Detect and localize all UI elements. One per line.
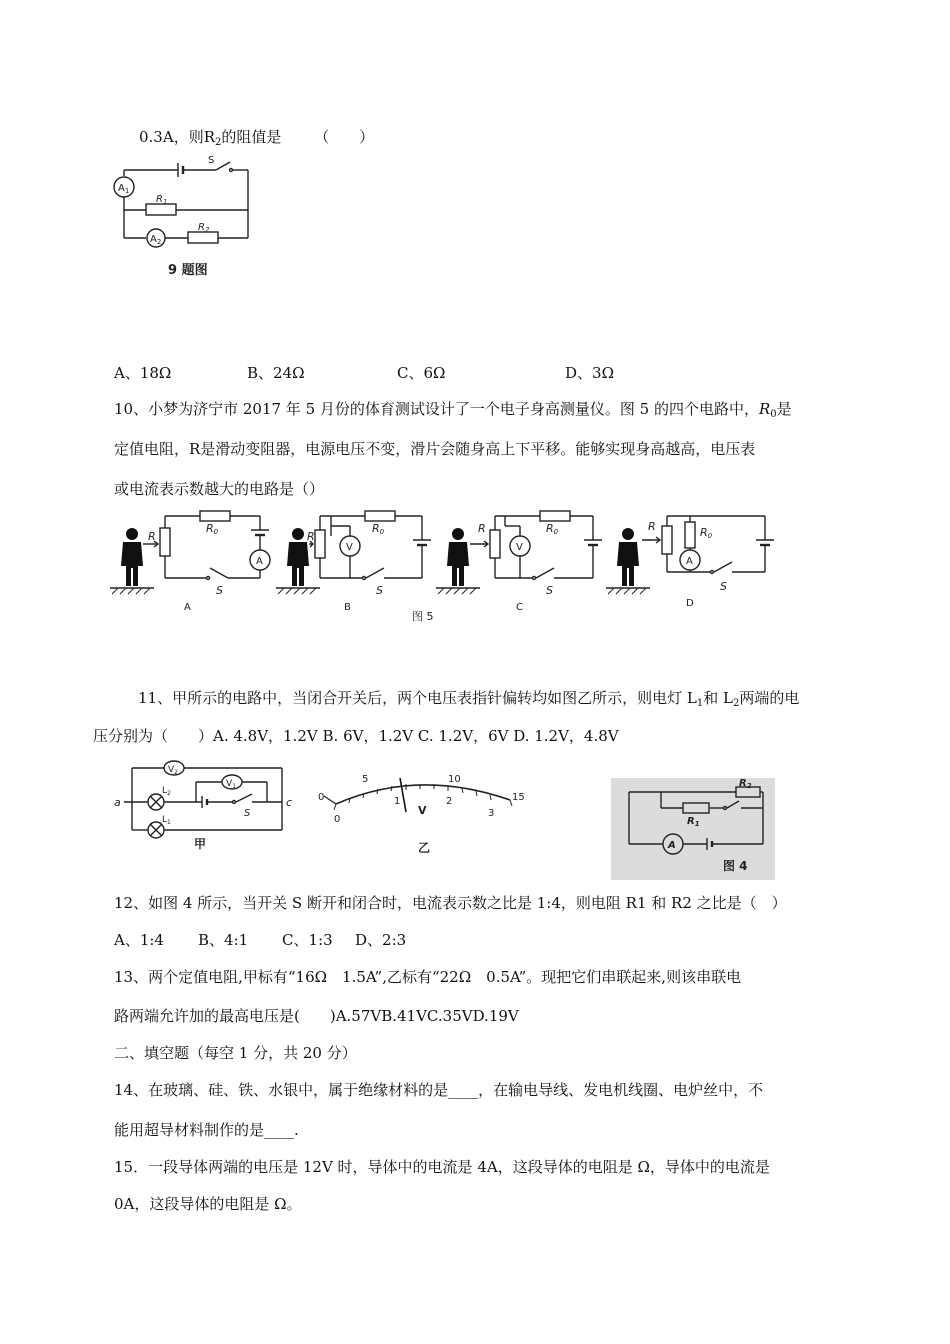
q9-cont-suffix: 的阻值是: [221, 128, 282, 146]
q9-option-b: B、24Ω: [247, 364, 305, 382]
q9-option-c: C、6Ω: [397, 364, 446, 382]
fig4-r1-label: $R_1$: [687, 816, 700, 828]
q15-line-1: 15．一段导体两端的电压是 12V 时，导体中的电流是 4A，这段导体的电阻是 Ω，导体中的电流是: [114, 1158, 770, 1176]
q11-yi-tick-top-10: 10: [448, 774, 461, 785]
q10-b-r-label: R: [307, 530, 315, 543]
q10-line-1: [114, 399, 792, 425]
q10-line-1-prefix: 10、小梦为济宁市 2017 年 5 月份的体育测试设计了一个电子身高测量仪。图 5 的四个电路中，: [114, 400, 759, 418]
q11-yi-tick-bottom-1: 1: [394, 796, 401, 807]
q13-line-2: 路两端允许加的最高电压是( )A.57VB.41VC.35VD.19V: [114, 1007, 519, 1025]
q9-cont-prefix: 0.3A，则R: [139, 128, 215, 146]
q11-figure-yi: [318, 770, 543, 856]
q10-a-caption: A: [184, 602, 191, 613]
q10-circuit-c: [436, 511, 602, 613]
q11-yi-tick-bottom-2: 2: [446, 796, 453, 807]
q10-d-r0-label: R0: [700, 526, 713, 540]
q12-option-c: C、1:3: [282, 931, 333, 949]
q9-fig-a1-label: $A_1$: [118, 183, 130, 195]
q9-continuation: [139, 127, 374, 153]
q10-d-r-label: R: [648, 520, 656, 533]
q10-d-caption: D: [686, 598, 694, 609]
q11-yi-tick-top-5: 5: [362, 774, 369, 785]
q12-option-b: B、4:1: [198, 931, 249, 949]
q10-a-ammeter-label: A: [256, 556, 263, 567]
q10-a-r-label: R: [148, 530, 156, 543]
q9-fig-caption: 9 题图: [168, 263, 208, 278]
q11-line-1: [138, 688, 799, 714]
q14-line-2: 能用超导材料制作的是____.: [114, 1121, 299, 1139]
q9-fig-a2-label: $A_2$: [150, 234, 162, 246]
q10-c-voltmeter-label: V: [516, 542, 523, 553]
q10-figure-caption: 图 5: [412, 610, 434, 623]
section-2-title: 二、填空题（每空 1 分，共 20 分）: [114, 1044, 357, 1062]
q11-l2-sub: 2: [732, 698, 740, 709]
q9-circuit-figure: [108, 152, 258, 284]
fig4-caption: 图 4: [723, 859, 748, 873]
q11-figure-jia: [112, 756, 302, 852]
q11-line-1-suffix: 两端的电: [739, 689, 800, 707]
q10-a-s-label: S: [216, 584, 223, 597]
q11-jia-v2-label: $V_2$: [168, 765, 178, 776]
figure-4: [611, 778, 775, 880]
q11-line-1-prefix: 11、甲所示的电路中，当闭合开关后，两个电压表指针偏转均如图乙所示，则电灯 L: [138, 689, 697, 707]
q10-b-caption: B: [344, 602, 351, 613]
q10-r0-symbol: R: [758, 400, 771, 418]
q10-r0-sub: 0: [770, 409, 777, 420]
fig4-r2-label: $R_2$: [739, 778, 752, 790]
q10-b-s-label: S: [376, 584, 383, 597]
q10-line-3: 或电流表示数越大的电路是（）: [114, 480, 325, 498]
q12-option-d: D、2:3: [355, 931, 407, 949]
q10-d-ammeter-label: A: [686, 556, 693, 567]
q10-circuit-a: [110, 511, 270, 613]
q10-line-1-suffix: 是: [776, 400, 792, 418]
q10-b-voltmeter-label: V: [346, 542, 353, 553]
q10-c-caption: C: [516, 602, 523, 613]
q11-line-2: 压分别为（ ）A. 4.8V，1.2V B. 6V，1.2V C. 1.2V，6V D. 1.2V，4.8V: [93, 727, 619, 745]
q11-yi-unit: V: [418, 804, 427, 817]
q10-circuit-b: [276, 511, 431, 613]
q9-fig-r2-label: $R_2$: [198, 222, 210, 234]
q12-text: 12、如图 4 所示，当开关 S 断开和闭合时，电流表示数之比是 1:4，则电阻 R1 和 R2 之比是（ ）: [114, 894, 787, 912]
q15-line-2: 0A，这段导体的电阻是 Ω。: [114, 1195, 302, 1213]
q14-line-1: 14、在玻璃、硅、铁、水银中，属于绝缘材料的是____，在输电导线、发电机线圈、电炉丝中，不: [114, 1081, 764, 1099]
q12-option-a: A、1:4: [114, 931, 164, 949]
q11-jia-c-label: c: [286, 796, 293, 809]
q11-jia-s-label: S: [244, 808, 251, 819]
q9-answer-paren: （ ）: [314, 128, 375, 146]
q10-a-r0-label: R0: [206, 522, 219, 536]
q11-jia-caption: 甲: [194, 837, 207, 851]
q11-jia-a-label: a: [114, 796, 121, 809]
q13-line-1: 13、两个定值电阻,甲标有“16Ω 1.5A”,乙标有“22Ω 0.5A”。现把它们串联起来,则该串联电: [114, 968, 742, 986]
q9-option-d: D、3Ω: [565, 364, 615, 382]
q10-c-r0-label: R0: [546, 522, 559, 536]
q11-yi-tick-top-0: 0: [318, 792, 325, 803]
q11-yi-tick-bottom-3: 3: [488, 808, 495, 819]
q9-fig-s-label: S: [208, 155, 215, 166]
q10-b-r0-label: R0: [372, 522, 385, 536]
q9-cont-sub: 2: [214, 137, 222, 148]
q11-line-1-mid: 和 L: [703, 689, 733, 707]
q10-circuit-d: [606, 516, 774, 609]
q10-line-2: 定值电阻，R是滑动变阻器，电源电压不变，滑片会随身高上下平移。能够实现身高越高，电压表: [114, 440, 756, 458]
q9-fig-r1-label: $R_1$: [156, 194, 168, 206]
q11-l1-sub: 1: [696, 698, 704, 709]
q11-yi-tick-top-15: 15: [512, 792, 525, 803]
q11-jia-l2-label: $L_2$: [162, 786, 171, 797]
q10-c-s-label: S: [546, 584, 553, 597]
q11-jia-v1-label: $V_1$: [226, 779, 236, 790]
q10-figure-5: [110, 508, 790, 630]
fig4-ammeter-label: A: [668, 840, 676, 851]
q9-option-a: A、18Ω: [114, 364, 172, 382]
q11-yi-caption: 乙: [418, 841, 431, 855]
q10-d-s-label: S: [720, 580, 727, 593]
q11-yi-tick-bottom-0: 0: [334, 814, 341, 825]
q10-c-r-label: R: [478, 522, 486, 535]
q11-jia-l1-label: $L_1$: [162, 815, 171, 826]
